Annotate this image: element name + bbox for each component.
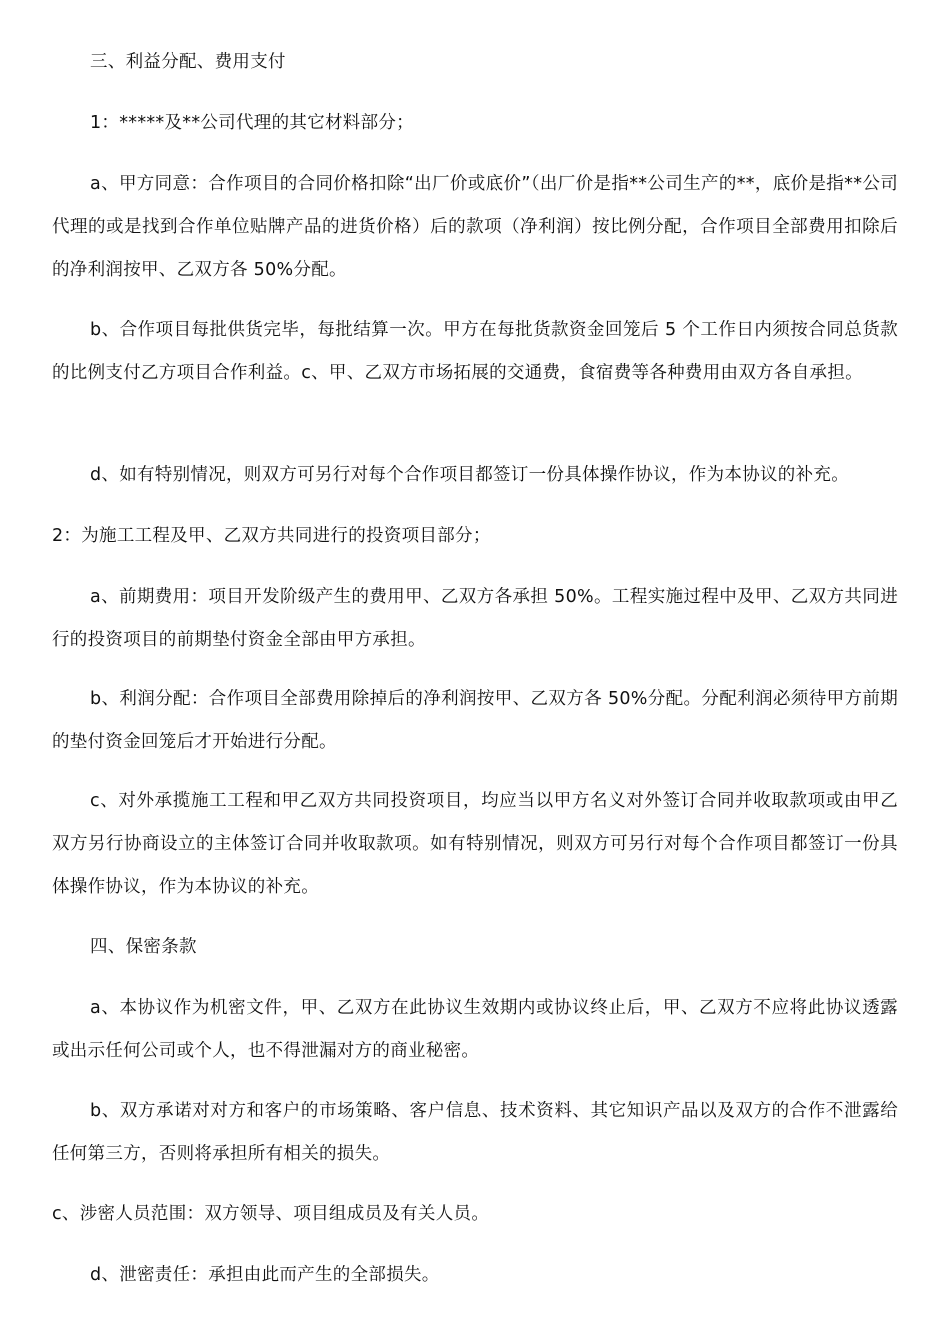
confidentiality-clause-c: c、涉密人员范围：双方领导、项目组成员及有关人员。 <box>52 1204 490 1224</box>
section-heading-profit-distribution: 三、利益分配、费用支付 <box>90 52 286 72</box>
clause-1-heading: 1：*****及**公司代理的其它材料部分； <box>90 113 414 133</box>
clause-2-heading: 2：为施工工程及甲、乙双方共同进行的投资项目部分； <box>52 526 491 546</box>
section-heading-confidentiality: 四、保密条款 <box>90 937 197 957</box>
confidentiality-clause-b: b、双方承诺对对方和客户的市场策略、客户信息、技术资料、其它知识产品以及双方的合作不泄露给任何第三方，否则将承担所有相关的损失。 <box>52 1101 898 1164</box>
clause-2a: a、前期费用：项目开发阶级产生的费用甲、乙双方各承担 50%。工程实施过程中及甲、乙双方共同进行的投资项目的前期垫付资金全部由甲方承担。 <box>52 587 898 650</box>
confidentiality-clause-d: d、泄密责任：承担由此而产生的全部损失。 <box>90 1265 440 1285</box>
clause-2c: c、对外承揽施工工程和甲乙双方共同投资项目，均应当以甲方名义对外签订合同并收取款项或由甲乙双方另行协商设立的主体签订合同并收取款项。如有特别情况，则双方可另行对每个合作项目都签订一份具体操作协议，作为本协议的补充。 <box>52 791 898 897</box>
clause-1b: b、合作项目每批供货完毕，每批结算一次。甲方在每批货款资金回笼后 5 个工作日内须按合同总货款的比例支付乙方项目合作利益。c、甲、乙双方市场拓展的交通费，食宿费等各种费用由双方各自承担。 <box>52 320 898 383</box>
confidentiality-clause-a: a、本协议作为机密文件，甲、乙双方在此协议生效期内或协议终止后，甲、乙双方不应将此协议透露或出示任何公司或个人，也不得泄漏对方的商业秘密。 <box>52 998 898 1061</box>
clause-1d: d、如有特别情况，则双方可另行对每个合作项目都签订一份具体操作协议，作为本协议的补充。 <box>90 465 850 485</box>
clause-1a: a、甲方同意：合作项目的合同价格扣除“出厂价或底价”（出厂价是指**公司生产的**，底价是指**公司代理的或是找到合作单位贴牌产品的进货价格）后的款项（净利润）按比例分配，合作项目全部费用扣除后的净利润按甲、乙双方各 50%分配。 <box>52 174 898 280</box>
clause-2b: b、利润分配：合作项目全部费用除掉后的净利润按甲、乙双方各 50%分配。分配利润必须待甲方前期的垫付资金回笼后才开始进行分配。 <box>52 689 898 752</box>
